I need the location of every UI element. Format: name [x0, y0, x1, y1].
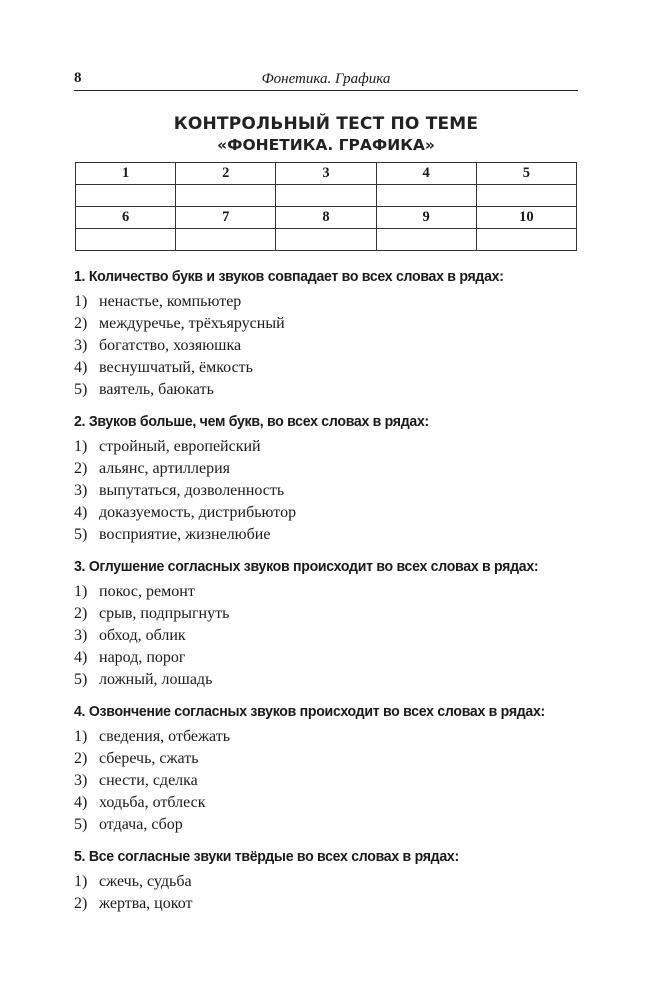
option-text: альянс, артиллерия [99, 460, 230, 477]
option-number: 2) [74, 750, 88, 767]
option-number: 1) [74, 728, 88, 745]
option-text: ходьба, отблеск [99, 794, 206, 811]
answer-option [74, 647, 584, 669]
option-text: выпутаться, дозволенность [99, 482, 285, 499]
option-text: ложный, лошадь [99, 671, 213, 688]
answer-option [74, 291, 584, 313]
answer-blank-cell [176, 229, 276, 251]
option-text: покос, ремонт [99, 583, 195, 600]
answer-option [74, 524, 584, 546]
page-header [74, 64, 578, 91]
questions-list [74, 266, 584, 925]
option-text: сберечь, сжать [99, 750, 199, 767]
answer-grid [75, 162, 577, 251]
answer-grid-header-row [76, 207, 577, 229]
answer-cell-label: 5 [476, 163, 576, 185]
option-number: 1) [74, 873, 88, 890]
page-number: 8 [74, 70, 82, 86]
answer-blank-cell [276, 229, 376, 251]
option-number: 3) [74, 627, 88, 644]
answer-option [74, 814, 584, 836]
option-number: 2) [74, 895, 88, 912]
option-number: 3) [74, 482, 88, 499]
option-text: ваятель, баюкать [99, 381, 214, 398]
option-number: 2) [74, 460, 88, 477]
option-number: 3) [74, 772, 88, 789]
answer-cell-label: 10 [476, 207, 576, 229]
option-number: 1) [74, 293, 88, 310]
answer-option [74, 480, 584, 502]
option-text: богатство, хозяюшка [99, 337, 242, 354]
question-text: 5. Все согласные звуки твёрдые во всех словах в рядах: [74, 848, 459, 865]
answer-option [74, 603, 584, 625]
answer-option [74, 625, 584, 647]
option-text: сжечь, судьба [99, 873, 192, 890]
option-text: народ, порог [99, 649, 186, 666]
answer-option [74, 436, 584, 458]
option-number: 4) [74, 359, 88, 376]
answer-grid-blank-row [76, 185, 577, 207]
option-number: 2) [74, 315, 88, 332]
answer-blank-cell [276, 185, 376, 207]
option-text: срыв, подпрыгнуть [99, 605, 230, 622]
question-1 [74, 266, 584, 401]
option-number: 1) [74, 583, 88, 600]
option-number: 5) [74, 671, 88, 688]
answer-option [74, 335, 584, 357]
option-text: сведения, отбежать [99, 728, 231, 745]
answer-option [74, 792, 584, 814]
question-2 [74, 411, 584, 546]
answer-cell-label: 9 [376, 207, 476, 229]
answer-cell-label: 4 [376, 163, 476, 185]
answer-option [74, 669, 584, 691]
answer-option [74, 379, 584, 401]
option-number: 4) [74, 649, 88, 666]
option-number: 5) [74, 816, 88, 833]
answer-option [74, 357, 584, 379]
question-3 [74, 556, 584, 691]
option-text: веснушчатый, ёмкость [99, 359, 253, 376]
answer-cell-label: 1 [76, 163, 176, 185]
answer-blank-cell [176, 185, 276, 207]
answer-option [74, 871, 584, 893]
option-text: обход, облик [99, 627, 186, 644]
answer-cell-label: 3 [276, 163, 376, 185]
option-text: междуречье, трёхъярусный [99, 315, 285, 332]
option-number: 5) [74, 381, 88, 398]
answer-option [74, 458, 584, 480]
answer-blank-cell [76, 185, 176, 207]
option-text: снести, сделка [99, 772, 198, 789]
answer-option [74, 770, 584, 792]
option-text: восприятие, жизнелюбие [99, 526, 271, 543]
answer-grid-blank-row [76, 229, 577, 251]
answer-option [74, 726, 584, 748]
answer-option [74, 502, 584, 524]
option-number: 4) [74, 794, 88, 811]
answer-option [74, 893, 584, 915]
option-text: доказуемость, дистрибьютор [99, 504, 297, 521]
question-text: 2. Звуков больше, чем букв, во всех словах в рядах: [74, 413, 429, 430]
answer-cell-label: 7 [176, 207, 276, 229]
option-number: 5) [74, 526, 88, 543]
running-title: Фонетика. Графика [261, 71, 391, 87]
option-number: 4) [74, 504, 88, 521]
answer-option [74, 748, 584, 770]
test-subtitle: «ФОНЕТИКА. ГРАФИКА» [217, 136, 435, 154]
option-number: 1) [74, 438, 88, 455]
answer-blank-cell [76, 229, 176, 251]
option-number: 3) [74, 337, 88, 354]
question-text: 4. Озвончение согласных звуков происходит во всех словах в рядах: [74, 703, 545, 720]
option-text: жертва, цокот [99, 895, 193, 912]
option-number: 2) [74, 605, 88, 622]
question-text: 3. Оглушение согласных звуков происходит во всех словах в рядах: [74, 558, 539, 575]
answer-option [74, 581, 584, 603]
question-4 [74, 701, 584, 836]
answer-blank-cell [376, 185, 476, 207]
answer-cell-label: 2 [176, 163, 276, 185]
question-text: 1. Количество букв и звуков совпадает во всех словах в рядах: [74, 268, 504, 285]
question-5 [74, 846, 584, 915]
answer-blank-cell [476, 185, 576, 207]
answer-blank-cell [376, 229, 476, 251]
test-title: КОНТРОЛЬНЫЙ ТЕСТ ПО ТЕМЕ [173, 114, 479, 134]
answer-grid-header-row [76, 163, 577, 185]
answer-option [74, 313, 584, 335]
answer-cell-label: 8 [276, 207, 376, 229]
option-text: отдача, сбор [99, 816, 183, 833]
answer-cell-label: 6 [76, 207, 176, 229]
answer-blank-cell [476, 229, 576, 251]
option-text: ненастье, компьютер [99, 293, 242, 310]
option-text: стройный, европейский [99, 438, 261, 455]
